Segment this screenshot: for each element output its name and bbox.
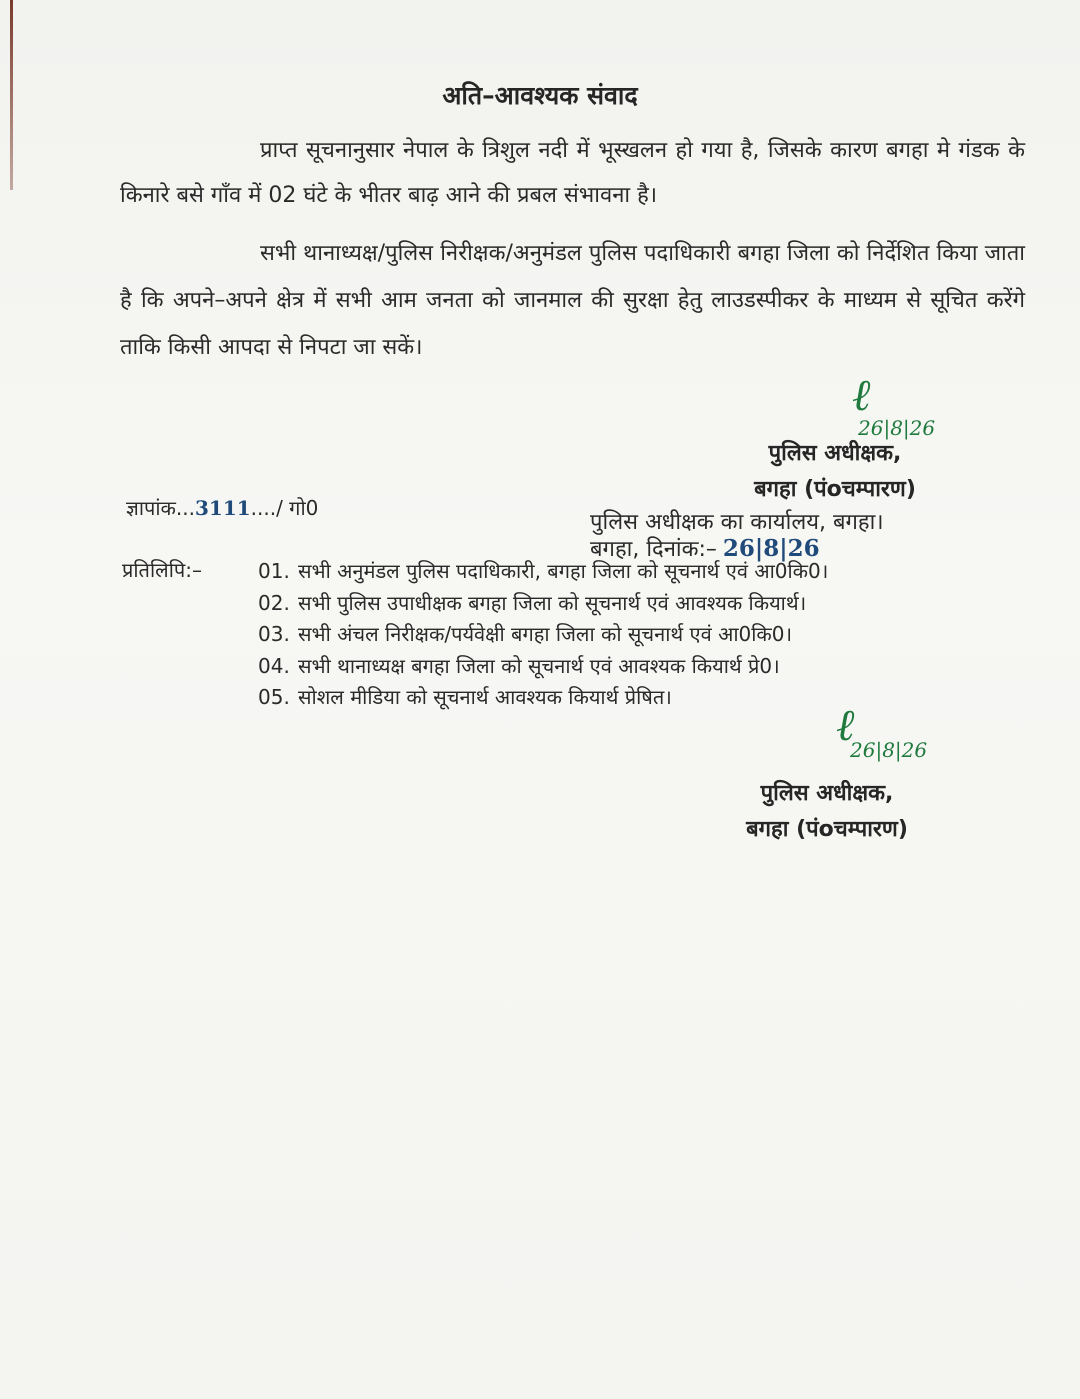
- paragraph-1: प्राप्त सूचनानुसार नेपाल के त्रिशुल नदी में भूस्खलन हो गया है, जिसके कारण बगहा मे गंडक के किनारे बसे गाँव में 02 घंटे के भीतर बाढ़ आने की प्रबल संभावना है।: [120, 138, 1025, 208]
- copy-to-label: प्रतिलिपि:–: [122, 558, 202, 582]
- reference-prefix: ज्ञापांक...: [126, 496, 195, 520]
- date-label: बगहा, दिनांक:–: [590, 537, 717, 562]
- reference-suffix: ..../ गो0: [250, 496, 319, 520]
- list-item: [258, 588, 828, 620]
- handwritten-signature-2: ℓ: [836, 700, 855, 751]
- handwritten-signature-1: ℓ: [852, 370, 871, 421]
- handwritten-date: 26|8|26: [722, 535, 820, 562]
- letter-title: अति–आवश्यक संवाद: [442, 81, 638, 110]
- list-item: [258, 682, 828, 714]
- list-item-number: 01.: [258, 559, 290, 583]
- list-item: [258, 651, 828, 683]
- handwritten-signature-date-2: 26|8|26: [850, 738, 928, 762]
- list-item-text: सोशल मीडिया को सूचनार्थ आवश्यक कियार्थ प्रेषित।: [298, 685, 672, 709]
- reference-number-line: [126, 494, 318, 521]
- paragraph-2: सभी थानाध्यक्ष/पुलिस निरीक्षक/अनुमंडल पुलिस पदाधिकारी बगहा जिला को निर्देशित किया जाता है कि अपने–अपने क्षेत्र में सभी आम जनता को जानमाल की सुरक्षा हेतु लाउडस्पीकर के माध्यम से सूचित करेंगे ताकि किसी आपदा से निपटा जा सकें।: [120, 241, 1025, 360]
- handwritten-signature-date-1: 26|8|26: [858, 416, 936, 440]
- signature-location-1: बगहा (पंoचम्पारण): [754, 477, 916, 502]
- signature-location-2: बगहा (पंoचम्पारण): [746, 817, 908, 842]
- list-item-number: 02.: [258, 590, 290, 615]
- list-item: [258, 619, 828, 651]
- list-item-number: 04.: [258, 653, 290, 678]
- signature-designation-1: पुलिस अधीक्षक,: [768, 441, 902, 466]
- list-item-text: सभी अनुमंडल पुलिस पदाधिकारी, बगहा जिला को सूचनार्थ एवं आ0कि0।: [298, 559, 829, 583]
- list-item-text: सभी अंचल निरीक्षक/पर्यवेक्षी बगहा जिला को सूचनार्थ एवं आ0कि0।: [298, 622, 793, 646]
- list-item-text: सभी थानाध्यक्ष बगहा जिला को सूचनार्थ एवं आवश्यक कियार्थ प्रे0।: [298, 653, 780, 678]
- copy-to-list: [258, 556, 828, 714]
- signature-designation-2: पुलिस अधीक्षक,: [760, 781, 894, 806]
- list-item-text: सभी पुलिस उपाधीक्षक बगहा जिला को सूचनार्थ एवं आवश्यक कियार्थ।: [298, 590, 807, 615]
- list-item-number: 03.: [258, 622, 290, 646]
- signature-block-2: [702, 776, 952, 848]
- list-item-number: 05.: [258, 685, 290, 709]
- office-name: पुलिस अधीक्षक का कार्यालय, बगहा।: [590, 510, 884, 535]
- signature-block-1: [710, 436, 960, 508]
- list-item: [258, 556, 828, 588]
- reference-number: 3111: [194, 496, 251, 520]
